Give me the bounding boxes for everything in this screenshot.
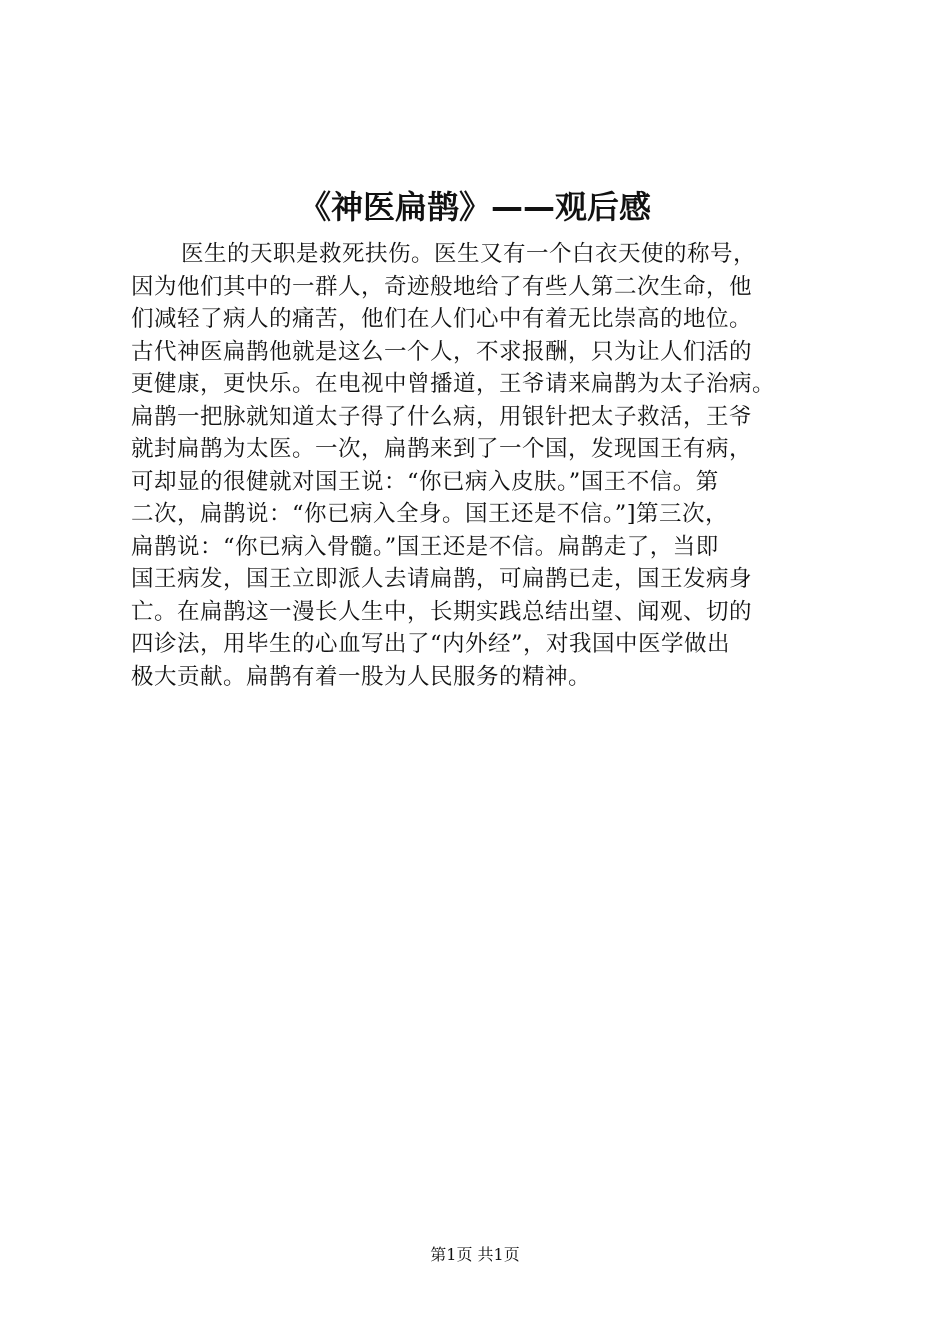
body-line: 医生的天职是救死扶伤。医生又有一个白衣天使的称号， bbox=[181, 241, 757, 267]
body-line: 亡。在扁鹊这一漫长人生中，长期实践总结出望、闻观、切的 bbox=[131, 598, 753, 625]
body-line: 可却显的很健就对国王说：“你已病入皮肤。”国王不信。第 bbox=[131, 468, 719, 495]
body-line: 二次，扁鹊说：“你已病入全身。国王还是不信。”]第三次， bbox=[131, 501, 729, 527]
body-line: 扁鹊说：“你已病入骨髓。”国王还是不信。扁鹊走了，当即 bbox=[131, 533, 719, 560]
body-line: 四诊法，用毕生的心血写出了“内外经”，对我国中医学做出 bbox=[131, 631, 731, 657]
body-line: 就封扁鹊为太医。一次，扁鹊来到了一个国，发现国王有病， bbox=[131, 436, 753, 462]
body-line: 更健康，更快乐。在电视中曾播道，王爷请来扁鹊为太子治病。 bbox=[131, 371, 776, 397]
body-line: 古代神医扁鹊他就是这么一个人，不求报酬，只为让人们活的 bbox=[131, 338, 753, 365]
body-line: 扁鹊一把脉就知道太子得了什么病，用银针把太子救活，王爷 bbox=[131, 403, 753, 430]
body-line: 因为他们其中的一群人，奇迹般地给了有些人第二次生命，他 bbox=[131, 273, 753, 300]
body-line: 们减轻了病人的痛苦，他们在人们心中有着无比崇高的地位。 bbox=[131, 306, 753, 332]
document-body bbox=[131, 238, 841, 693]
body-line: 国王病发，国王立即派人去请扁鹊，可扁鹊已走，国王发病身 bbox=[131, 566, 753, 592]
document-title: 《神医扁鹊》——观后感 bbox=[298, 188, 651, 226]
page-footer: 第1页 共1页 bbox=[430, 1245, 520, 1264]
body-line: 极大贡献。扁鹊有着一股为人民服务的精神。 bbox=[131, 663, 592, 690]
